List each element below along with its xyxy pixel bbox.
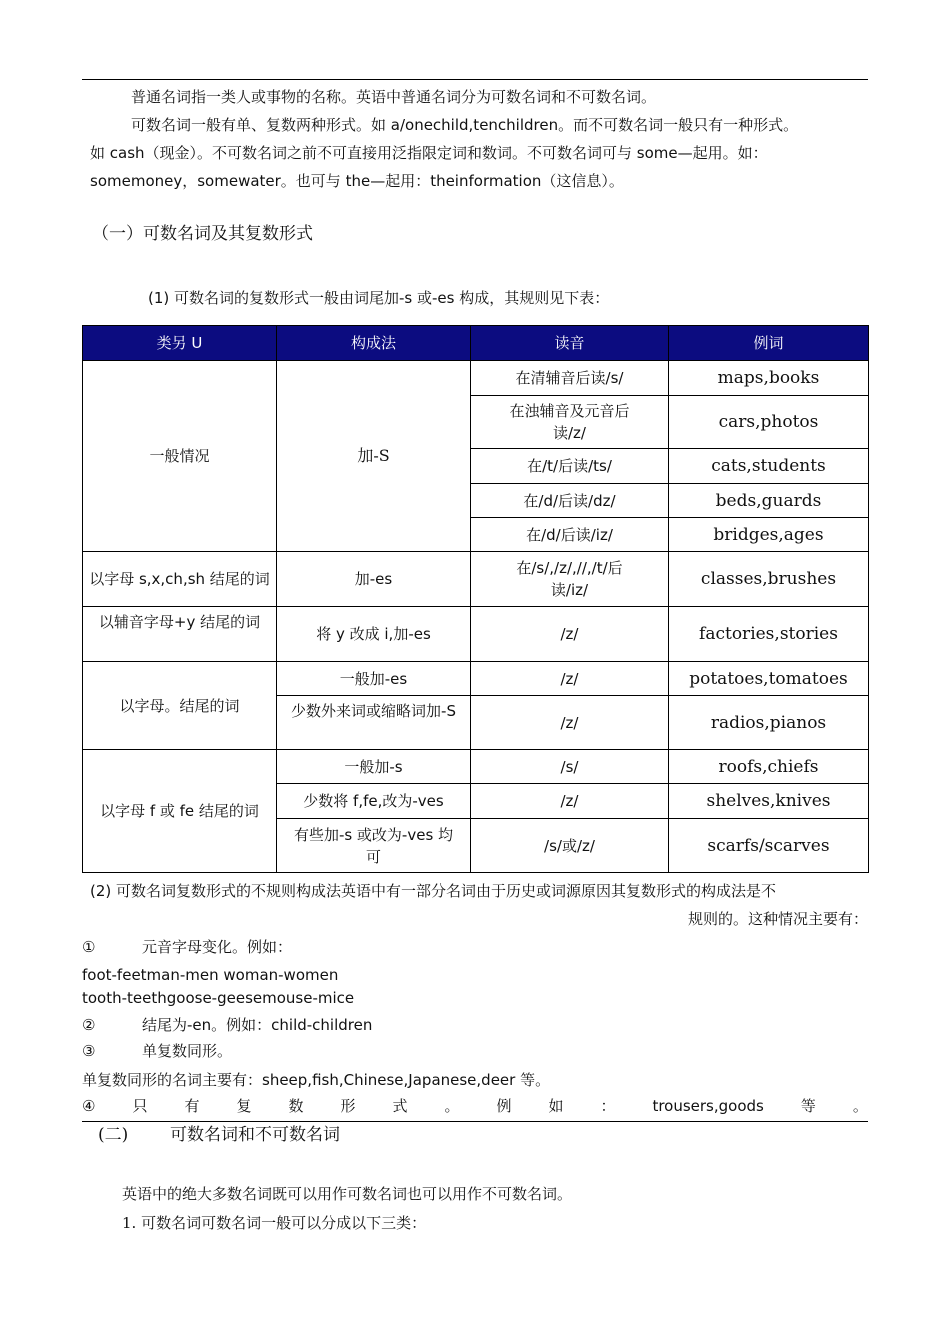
example-cell: roofs,chiefs bbox=[669, 750, 869, 784]
pronunciation-cell: 在/t/后读/ts/ bbox=[471, 449, 669, 484]
method-cell: 少数将 f,fe,改为-ves bbox=[277, 784, 471, 819]
item-marker: ① bbox=[82, 938, 96, 956]
token: 。 bbox=[852, 1097, 868, 1115]
example-cell: bridges,ages bbox=[669, 518, 869, 552]
category-cell: 以辅音字母+y 结尾的词 bbox=[83, 607, 277, 662]
pronunciation-cell: 在/s/,/z/,//,/t/后读/iz/ bbox=[471, 552, 669, 607]
item-marker: ② bbox=[82, 1016, 96, 1034]
rule-1-text: (1) 可数名词的复数形式一般由词尾加-s 或-es 构成，其规则见下表： bbox=[148, 289, 610, 307]
rule-2-line-2: 规则的。这种情况主要有： bbox=[687, 910, 868, 928]
item-text: 结尾为-en。例如：child-children bbox=[142, 1016, 373, 1034]
example-cell: maps,books bbox=[669, 361, 869, 396]
method-cell: 将 y 改成 i,加-es bbox=[277, 607, 471, 662]
item-text: 单复数同形。 bbox=[142, 1042, 233, 1060]
table-row bbox=[83, 361, 869, 396]
method-cell: 加-es bbox=[277, 552, 471, 607]
example-cell: shelves,knives bbox=[669, 784, 869, 819]
pronunciation-cell: /s/或/z/ bbox=[471, 819, 669, 873]
example-cell: scarfs/scarves bbox=[669, 819, 869, 873]
token: ④ bbox=[82, 1097, 96, 1115]
pronunciation-cell: 在/d/后读/iz/ bbox=[471, 518, 669, 552]
irregular-example-1: foot-feetman-men woman-women bbox=[82, 966, 339, 984]
method-cell: 少数外来词或缩略词加-S bbox=[277, 696, 471, 750]
pronunciation-cell: 在清辅音后读/s/ bbox=[471, 361, 669, 396]
table-row bbox=[83, 607, 869, 662]
example-cell: factories,stories bbox=[669, 607, 869, 662]
category-cell: 以字母。结尾的词 bbox=[83, 662, 277, 750]
rule-2-line-1: (2) 可数名词复数形式的不规则构成法英语中有一部分名词由于历史或词源原因其复数形式的构成法是不 bbox=[90, 882, 777, 900]
section-2-number: (二) bbox=[98, 1125, 129, 1145]
method-cell: 有些加-s 或改为-ves 均可 bbox=[277, 819, 471, 873]
category-cell: 以字母 s,x,ch,sh 结尾的词 bbox=[83, 552, 277, 607]
token: 形 bbox=[340, 1097, 356, 1115]
token: 数 bbox=[288, 1097, 304, 1115]
table-row bbox=[83, 662, 869, 696]
category-cell: 以字母 f 或 fe 结尾的词 bbox=[83, 750, 277, 873]
header-examples: 例词 bbox=[669, 326, 869, 361]
example-cell: beds,guards bbox=[669, 484, 869, 518]
top-rule bbox=[82, 79, 868, 80]
table-row bbox=[83, 552, 869, 607]
method-cell: 加-S bbox=[277, 361, 471, 552]
header-category: 类另 U bbox=[83, 326, 277, 361]
pronunciation-cell: /z/ bbox=[471, 662, 669, 696]
token: 有 bbox=[184, 1097, 200, 1115]
section-2-line-1: 英语中的绝大多数名词既可以用作可数名词也可以用作不可数名词。 bbox=[122, 1185, 573, 1203]
pronunciation-cell: /z/ bbox=[471, 696, 669, 750]
section-1-title: （一）可数名词及其复数形式 bbox=[92, 224, 313, 244]
example-cell: potatoes,tomatoes bbox=[669, 662, 869, 696]
item-marker: ③ bbox=[82, 1042, 96, 1060]
pronunciation-cell: /s/ bbox=[471, 750, 669, 784]
irregular-item-4 bbox=[82, 1096, 868, 1116]
token: 式 bbox=[392, 1097, 408, 1115]
intro-line-1: 普通名词指一类人或事物的名称。英语中普通名词分为可数名词和不可数名词。 bbox=[131, 88, 657, 106]
header-method: 构成法 bbox=[277, 326, 471, 361]
token: 例 bbox=[496, 1097, 512, 1115]
example-cell: cats,students bbox=[669, 449, 869, 484]
same-form-note: 单复数同形的名词主要有：sheep,fish,Chinese,Japanese,deer 等。 bbox=[82, 1071, 551, 1089]
table-header-row bbox=[83, 326, 869, 361]
example-cell: radios,pianos bbox=[669, 696, 869, 750]
item-text: 元音字母变化。例如： bbox=[142, 938, 293, 956]
token: 。 bbox=[444, 1097, 460, 1115]
method-cell: 一般加-s bbox=[277, 750, 471, 784]
token: 复 bbox=[236, 1097, 252, 1115]
category-cell: 一般情况 bbox=[83, 361, 277, 552]
irregular-item-1 bbox=[82, 937, 292, 957]
irregular-item-2 bbox=[82, 1015, 372, 1035]
irregular-example-2: tooth-teethgoose-geesemouse-mice bbox=[82, 989, 355, 1007]
method-cell: 一般加-es bbox=[277, 662, 471, 696]
token: 如 bbox=[548, 1097, 564, 1115]
token: 等 bbox=[800, 1097, 816, 1115]
example-cell: classes,brushes bbox=[669, 552, 869, 607]
pronunciation-cell: /z/ bbox=[471, 784, 669, 819]
token: trousers,goods bbox=[652, 1097, 764, 1115]
section-2-line-2: 1. 可数名词可数名词一般可以分成以下三类： bbox=[122, 1214, 427, 1232]
token: 只 bbox=[132, 1097, 148, 1115]
table-row bbox=[83, 750, 869, 784]
section-2-title: 可数名词和不可数名词 bbox=[170, 1125, 340, 1145]
plural-rules-table bbox=[82, 325, 869, 873]
irregular-item-3 bbox=[82, 1041, 232, 1061]
token: ： bbox=[600, 1097, 616, 1115]
pronunciation-cell: 在浊辅音及元音后读/z/ bbox=[471, 396, 669, 449]
header-pronunciation: 读音 bbox=[471, 326, 669, 361]
intro-line-3: 如 cash（现金）。不可数名词之前不可直接用泛指限定词和数词。不可数名词可与 some—起用。如： bbox=[90, 144, 768, 162]
intro-line-4: somemoney，somewater。也可与 the—起用：theinformation（这信息）。 bbox=[90, 172, 624, 190]
intro-line-2: 可数名词一般有单、复数两种形式。如 a/onechild,tenchildren。而不可数名词一般只有一种形式。 bbox=[131, 116, 799, 134]
pronunciation-cell: /z/ bbox=[471, 607, 669, 662]
section-divider bbox=[82, 1121, 868, 1122]
example-cell: cars,photos bbox=[669, 396, 869, 449]
pronunciation-cell: 在/d/后读/dz/ bbox=[471, 484, 669, 518]
